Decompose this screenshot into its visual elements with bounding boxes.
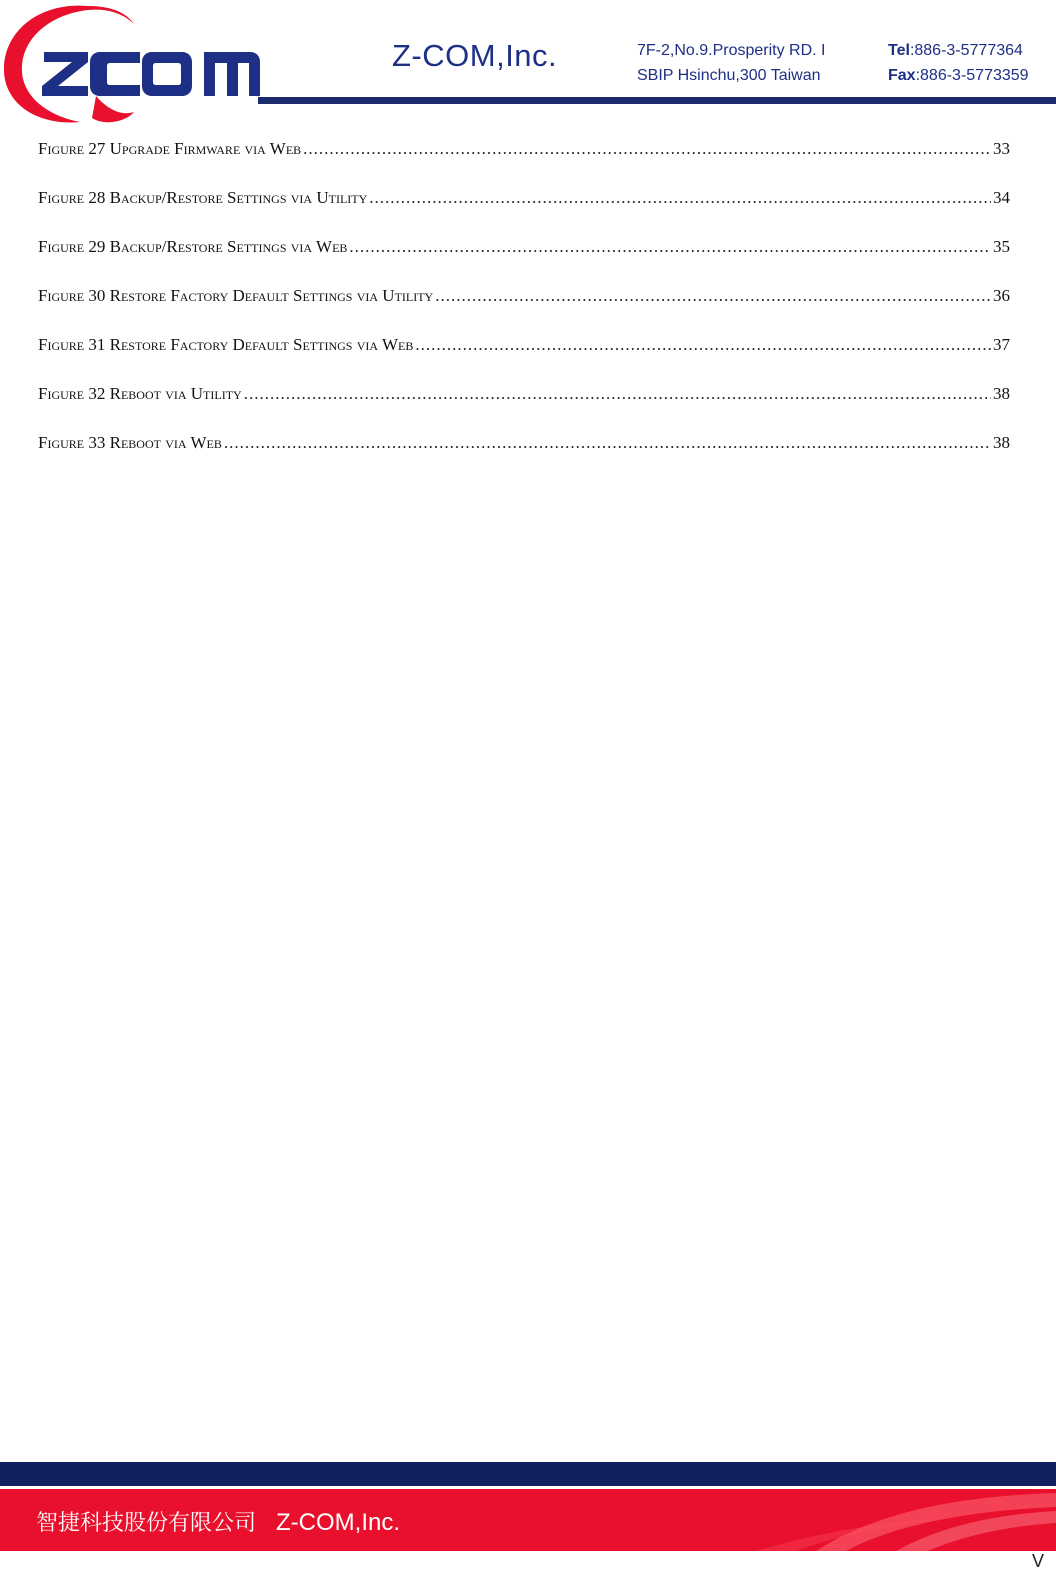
toc-entry-page: 37 xyxy=(993,335,1010,354)
toc-entry[interactable] xyxy=(38,139,1010,188)
toc-entry-title: Figure 30 Restore Factory Default Settings via Utility xyxy=(38,286,434,305)
toc-leader-dots xyxy=(244,384,991,404)
toc-leader-dots xyxy=(415,335,991,355)
toc-entry-page: 34 xyxy=(993,188,1010,207)
footer-swoosh-graphic xyxy=(696,1489,1056,1551)
toc-entry-title: Figure 27 Upgrade Firmware via Web xyxy=(38,139,302,158)
zcom-logo xyxy=(0,0,262,128)
page-number: V xyxy=(1031,1551,1044,1571)
address-line-1: 7F-2,No.9.Prosperity RD. I xyxy=(637,42,826,59)
footer-navy-band xyxy=(0,1462,1056,1486)
toc-entry-title: Figure 31 Restore Factory Default Settings via Web xyxy=(38,335,414,354)
toc-entry-page: 33 xyxy=(993,139,1010,158)
tel-line xyxy=(888,38,1029,63)
company-address xyxy=(637,38,826,88)
footer-company-name: Z-COM,Inc. xyxy=(276,1509,401,1536)
footer-chinese-name: 智捷科技股份有限公司 xyxy=(36,1511,257,1536)
toc-leader-dots xyxy=(224,433,991,453)
toc-entry-title: Figure 29 Backup/Restore Settings via Web xyxy=(38,237,348,256)
header-divider xyxy=(258,97,1056,104)
address-line-2: SBIP Hsinchu,300 Taiwan xyxy=(637,67,821,84)
toc-entry[interactable] xyxy=(38,384,1010,433)
footer-red-band xyxy=(0,1489,1056,1551)
table-of-figures xyxy=(38,139,1010,482)
toc-entry[interactable] xyxy=(38,286,1010,335)
company-name: Z-COM,Inc. xyxy=(392,38,558,73)
toc-entry-title: Figure 32 Reboot via Utility xyxy=(38,384,242,403)
contact-info xyxy=(888,38,1029,88)
toc-leader-dots xyxy=(349,237,991,257)
fax-value: :886-3-5773359 xyxy=(915,67,1029,84)
toc-entry-title: Figure 28 Backup/Restore Settings via Utility xyxy=(38,188,368,207)
toc-entry[interactable] xyxy=(38,335,1010,384)
toc-entry-page: 36 xyxy=(993,286,1010,305)
tel-value: :886-3-5777364 xyxy=(909,42,1023,59)
toc-entry[interactable] xyxy=(38,188,1010,237)
toc-entry-page: 38 xyxy=(993,384,1010,403)
tel-label: Tel xyxy=(888,42,910,59)
toc-leader-dots xyxy=(369,188,991,208)
fax-label: Fax xyxy=(888,67,916,84)
fax-line xyxy=(888,63,1029,88)
toc-entry[interactable] xyxy=(38,237,1010,286)
toc-leader-dots xyxy=(303,139,991,159)
footer-company-text xyxy=(36,1506,400,1537)
page-header xyxy=(0,0,1056,110)
toc-entry-page: 38 xyxy=(993,433,1010,452)
toc-entry-page: 35 xyxy=(993,237,1010,256)
toc-entry[interactable] xyxy=(38,433,1010,482)
toc-entry-title: Figure 33 Reboot via Web xyxy=(38,433,222,452)
toc-leader-dots xyxy=(435,286,991,306)
